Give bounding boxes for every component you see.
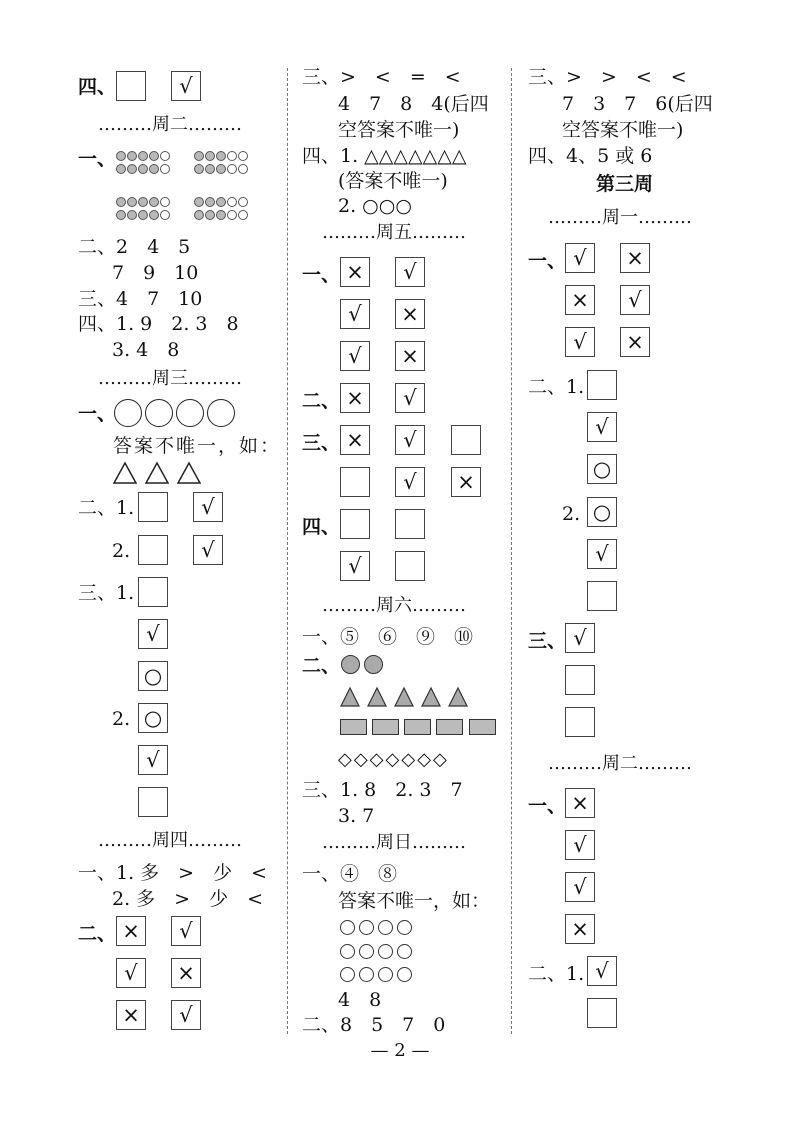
answer-line: 4 7 8 4(后四	[338, 93, 489, 115]
answer-label: 二、1.	[528, 376, 585, 398]
grey-dot	[116, 210, 126, 220]
answer-line: 一、⑤ ⑥ ⑨ ⑩	[302, 626, 474, 648]
grey-dot	[138, 197, 148, 207]
cross-mark-icon: ×	[346, 260, 364, 284]
grey-dot	[127, 210, 137, 220]
grey-rectangle	[404, 719, 431, 735]
answer-box	[138, 661, 168, 691]
check-mark-icon: √	[124, 961, 138, 985]
grey-dot	[149, 197, 159, 207]
white-dot	[238, 210, 248, 220]
answer-box	[138, 787, 168, 817]
white-dot	[238, 164, 248, 174]
cross-mark-icon: ×	[122, 919, 140, 943]
circle-mark-icon: ○	[592, 500, 612, 524]
grey-dot	[138, 164, 148, 174]
answer-box	[587, 412, 617, 442]
circle-shape	[114, 399, 142, 427]
answer-box	[565, 914, 595, 944]
answer-line: 四、1. △△△△△△△	[302, 145, 467, 167]
answer-label: 2.	[112, 708, 131, 730]
answer-box	[171, 916, 201, 946]
grey-dot	[127, 197, 137, 207]
white-dot	[227, 151, 237, 161]
check-mark-icon: √	[348, 554, 362, 578]
check-mark-icon: √	[573, 246, 587, 270]
answer-label: 二、1.	[78, 497, 135, 519]
answer-line: 一、1. 多 > 少 <	[78, 862, 268, 884]
week-title: 第三周	[596, 173, 654, 195]
check-mark-icon: √	[628, 288, 642, 312]
small-circle	[378, 967, 393, 982]
grey-rectangle	[340, 719, 367, 735]
dot-row	[194, 164, 248, 174]
check-mark-icon: √	[573, 330, 587, 354]
dot-row	[194, 197, 248, 207]
answer-line: 7 3 7 6(后四	[562, 93, 713, 115]
white-dot	[238, 151, 248, 161]
answer-line: 四、4、5 或 6	[528, 145, 653, 167]
small-circle	[359, 920, 374, 935]
answer-line: 三、> < = <	[302, 66, 461, 88]
grey-circle	[341, 655, 360, 674]
answer-box	[565, 830, 595, 860]
answer-note: 答案不唯一，如：	[113, 435, 282, 457]
column-1	[0, 0, 285, 1122]
answer-box	[451, 467, 481, 497]
small-circle	[378, 944, 393, 959]
section-si-label: 四、	[302, 516, 341, 538]
grey-dot	[216, 151, 226, 161]
check-mark-icon: √	[595, 542, 609, 566]
check-mark-icon: √	[573, 626, 587, 650]
answer-line: (答案不唯一)	[338, 170, 448, 192]
grey-dot	[138, 151, 148, 161]
cross-mark-icon: ×	[571, 791, 589, 815]
dot-row	[194, 210, 248, 220]
small-circle	[340, 920, 355, 935]
small-circle	[359, 967, 374, 982]
section-er-label: 二、	[302, 390, 341, 412]
answer-box	[395, 467, 425, 497]
dot-row	[116, 197, 170, 207]
dot-row	[116, 151, 170, 161]
answer-box	[565, 788, 595, 818]
dot-row	[116, 164, 170, 174]
answer-line: 三、> > < <	[528, 66, 687, 88]
white-dot	[227, 197, 237, 207]
day-header-zhouri: ………周日………	[322, 832, 466, 853]
answer-line: 3. 7	[338, 805, 375, 827]
grey-dot	[194, 210, 204, 220]
grey-dot	[194, 151, 204, 161]
grey-dot	[138, 210, 148, 220]
white-dot	[238, 197, 248, 207]
answer-line: 三、4 7 10	[78, 288, 203, 310]
answer-box	[116, 916, 146, 946]
day-header-zhou4: ………周四………	[98, 830, 242, 851]
check-mark-icon: √	[179, 1003, 193, 1027]
answer-label: 2.	[112, 540, 131, 562]
dot-row	[194, 151, 248, 161]
answer-label: 三、1.	[78, 582, 135, 604]
grey-dot	[116, 164, 126, 174]
circle-shape	[145, 399, 173, 427]
answer-line: 2. ○○○	[338, 195, 412, 217]
answer-box	[395, 257, 425, 287]
page-number: — 2 —	[370, 1040, 430, 1061]
grey-dot	[127, 151, 137, 161]
check-mark-icon: √	[146, 748, 160, 772]
answer-box	[395, 341, 425, 371]
answer-box	[565, 872, 595, 902]
answer-box	[587, 956, 617, 986]
white-dot	[160, 164, 170, 174]
answer-box	[340, 467, 370, 497]
answer-box	[138, 745, 168, 775]
small-circle	[359, 944, 374, 959]
answer-box	[138, 703, 168, 733]
answer-box	[171, 71, 201, 101]
answer-box	[451, 425, 481, 455]
answer-box	[565, 623, 595, 653]
answer-line: 二、2 4 5	[78, 236, 191, 258]
answer-box	[193, 535, 223, 565]
answer-line: 7 9 10	[112, 262, 199, 284]
answer-box	[340, 383, 370, 413]
answer-box	[116, 71, 146, 101]
small-circle	[378, 920, 393, 935]
answer-box	[565, 707, 595, 737]
check-mark-icon: √	[573, 875, 587, 899]
section-yi-label: 一、	[528, 250, 567, 272]
small-circle	[397, 944, 412, 959]
section-yi-label: 一、	[528, 795, 567, 817]
grey-dot	[149, 210, 159, 220]
answer-box	[587, 539, 617, 569]
answer-box	[193, 492, 223, 522]
answer-label: 二、1.	[528, 963, 585, 985]
white-dot	[227, 164, 237, 174]
check-mark-icon: √	[595, 415, 609, 439]
section-san-label: 三、	[302, 432, 341, 454]
cross-mark-icon: ×	[346, 428, 364, 452]
answer-box	[587, 581, 617, 611]
answer-box	[340, 341, 370, 371]
circle-shape	[176, 399, 204, 427]
cross-mark-icon: ×	[346, 386, 364, 410]
answer-line: 二、8 5 7 0	[302, 1014, 446, 1036]
check-mark-icon: √	[179, 919, 193, 943]
section-san-label: 三、	[528, 630, 567, 652]
small-circle	[340, 967, 355, 982]
white-dot	[160, 210, 170, 220]
section-er-label: 二、	[302, 655, 341, 677]
small-circle	[397, 920, 412, 935]
check-mark-icon: √	[201, 495, 215, 519]
grey-dot	[216, 197, 226, 207]
circle-shape	[207, 399, 235, 427]
check-mark-icon: √	[348, 344, 362, 368]
small-circle	[340, 944, 355, 959]
answer-box	[171, 958, 201, 988]
answer-box	[340, 425, 370, 455]
section-yi-label: 一、	[78, 403, 117, 425]
column-3	[512, 0, 800, 1122]
answer-box	[587, 497, 617, 527]
grey-dot	[205, 210, 215, 220]
check-mark-icon: √	[595, 959, 609, 983]
answer-box	[565, 243, 595, 273]
grey-dot	[205, 151, 215, 161]
grey-dot	[116, 197, 126, 207]
triangle-row	[112, 461, 204, 485]
small-circle	[397, 967, 412, 982]
white-dot	[160, 151, 170, 161]
answer-line: 一、④ ⑧	[302, 863, 398, 885]
answer-box	[620, 327, 650, 357]
grey-dot	[116, 151, 126, 161]
check-mark-icon: √	[403, 386, 417, 410]
check-mark-icon: √	[573, 833, 587, 857]
answer-line: 空答案不唯一)	[338, 119, 460, 141]
cross-mark-icon: ×	[401, 302, 419, 326]
answer-box	[565, 665, 595, 695]
cross-mark-icon: ×	[571, 917, 589, 941]
cross-mark-icon: ×	[571, 288, 589, 312]
grey-dot	[127, 164, 137, 174]
answer-box	[395, 299, 425, 329]
day-header-zhou1: ………周一………	[548, 207, 692, 228]
check-mark-icon: √	[403, 260, 417, 284]
answer-box	[395, 383, 425, 413]
answer-box	[395, 551, 425, 581]
answer-box	[340, 299, 370, 329]
day-header-zhou2: ………周二………	[548, 753, 692, 774]
answer-box	[171, 1000, 201, 1030]
answer-box	[138, 619, 168, 649]
section-er-label: 二、	[78, 923, 117, 945]
check-mark-icon: √	[146, 622, 160, 646]
column-2	[288, 0, 510, 1122]
cross-mark-icon: ×	[626, 246, 644, 270]
grey-dot	[149, 164, 159, 174]
check-mark-icon: √	[201, 538, 215, 562]
cross-mark-icon: ×	[177, 961, 195, 985]
check-mark-icon: √	[403, 428, 417, 452]
answer-box	[340, 509, 370, 539]
cross-mark-icon: ×	[122, 1003, 140, 1027]
day-header-zhou6: ………周六………	[322, 595, 466, 616]
grey-dot	[216, 164, 226, 174]
day-header-zhou2: ………周二………	[98, 114, 242, 135]
white-dot	[227, 210, 237, 220]
cross-mark-icon: ×	[401, 344, 419, 368]
cross-mark-icon: ×	[626, 330, 644, 354]
check-mark-icon: √	[403, 470, 417, 494]
grey-rectangle	[372, 719, 399, 735]
answer-box	[565, 327, 595, 357]
grey-dot	[205, 164, 215, 174]
diamond-row: ◇◇◇◇◇◇◇	[338, 749, 449, 770]
answer-box	[620, 285, 650, 315]
grey-dot	[194, 197, 204, 207]
circle-mark-icon: ○	[143, 664, 163, 688]
answer-line: 空答案不唯一)	[562, 119, 684, 141]
answer-box	[620, 243, 650, 273]
section-yi-label: 一、	[78, 148, 117, 170]
circle-mark-icon: ○	[592, 457, 612, 481]
answer-line: 3. 4 8	[112, 339, 180, 361]
section-si-label: 四、	[78, 76, 117, 98]
answer-box	[116, 958, 146, 988]
grey-triangle-row	[340, 686, 470, 708]
answer-box	[340, 551, 370, 581]
check-mark-icon: √	[348, 302, 362, 326]
answer-line: 四、1. 9 2. 3 8	[78, 313, 239, 335]
answer-line: 三、1. 8 2. 3 7	[302, 779, 463, 801]
answer-box	[587, 998, 617, 1028]
grey-dot	[194, 164, 204, 174]
cross-mark-icon: ×	[457, 470, 475, 494]
grey-rectangle	[469, 719, 496, 735]
answer-box	[587, 454, 617, 484]
answer-box	[116, 1000, 146, 1030]
white-dot	[160, 197, 170, 207]
grey-rectangle	[436, 719, 463, 735]
answer-line: 4 8	[338, 989, 382, 1011]
answer-box	[138, 577, 168, 607]
answer-box	[138, 535, 168, 565]
answer-label: 2.	[562, 503, 581, 525]
section-yi-label: 一、	[302, 264, 341, 286]
answer-box	[587, 370, 617, 400]
answer-note: 答案不唯一，如：	[338, 890, 491, 912]
answer-box	[565, 285, 595, 315]
grey-dot	[205, 197, 215, 207]
answer-box	[395, 509, 425, 539]
day-header-zhou3: ………周三………	[98, 368, 242, 389]
grey-dot	[149, 151, 159, 161]
day-header-zhou5: ………周五………	[322, 222, 466, 243]
answer-box	[340, 257, 370, 287]
answer-line: 2. 多 > 少 <	[112, 888, 264, 910]
check-mark-icon: √	[179, 74, 193, 98]
grey-dot	[216, 210, 226, 220]
dot-row	[116, 210, 170, 220]
answer-box	[395, 425, 425, 455]
circle-mark-icon: ○	[143, 706, 163, 730]
grey-circle	[364, 655, 383, 674]
answer-box	[138, 492, 168, 522]
